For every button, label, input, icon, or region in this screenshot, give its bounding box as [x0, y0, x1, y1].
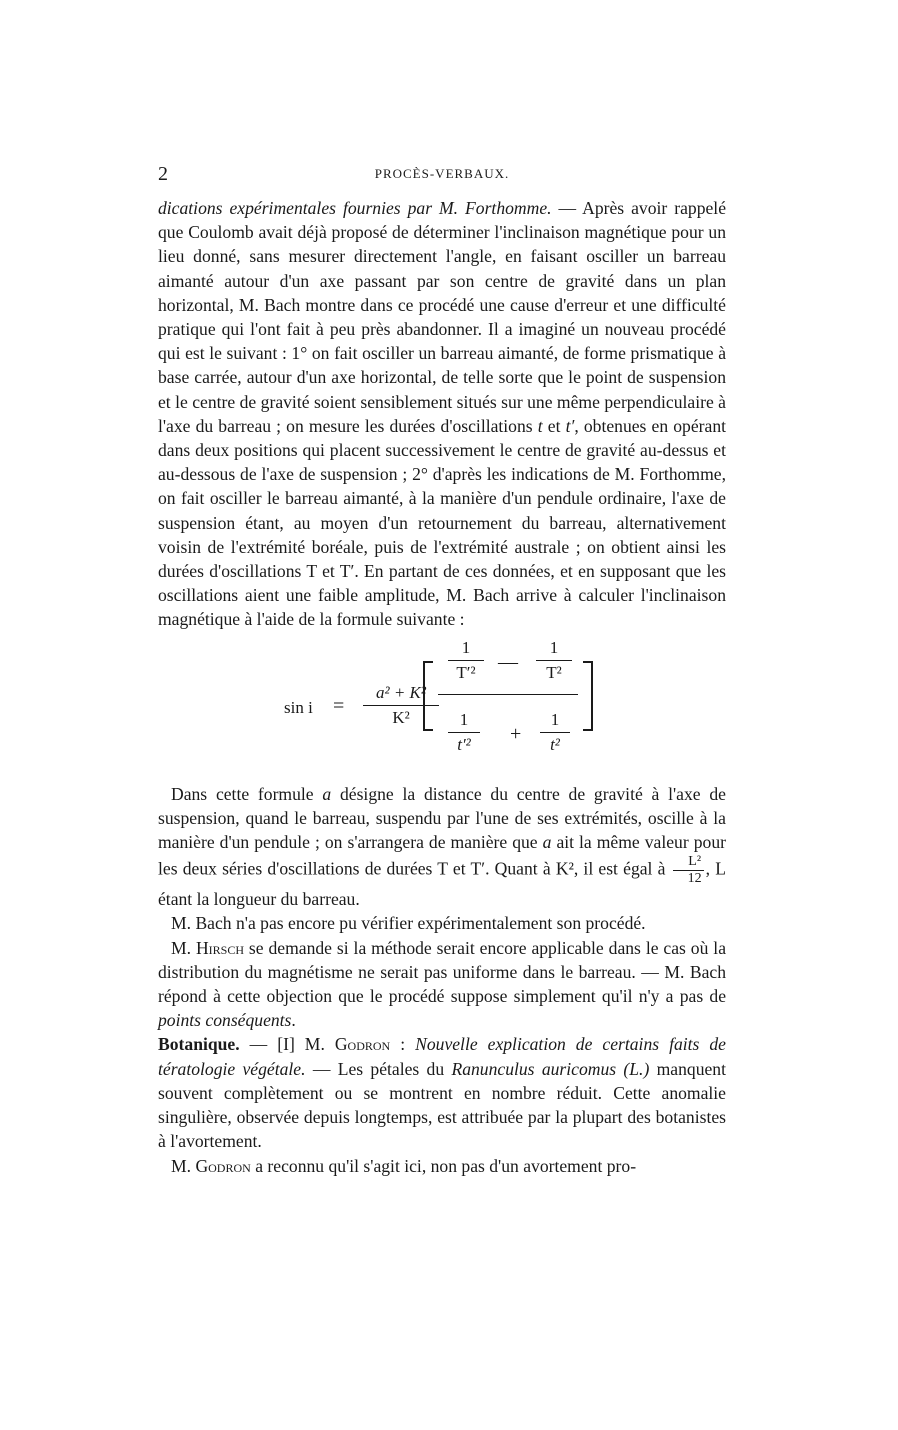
right-bracket	[583, 661, 593, 731]
page-header	[158, 163, 726, 187]
formula-equals: =	[333, 694, 345, 717]
fraction-1-over-T2: 1 T²	[536, 638, 572, 683]
fraction-1-over-Tprime2: 1 T′²	[448, 638, 484, 683]
fraction-1-over-t2: 1 t²	[540, 710, 570, 755]
plus-sign: +	[510, 722, 522, 745]
paragraph-botanique: Botanique. — [I] M. Godron : Nouvelle explication de certains faits de tératologie végétale. — Les pétales du Ranunculus auricomus (L.) manquent souvent complètement ou se montrent en nombre réduit. Cette anomalie singulière, observée depuis longtemps, est attribuée par la plupart des botanistes à l'avortement.	[158, 1034, 726, 1152]
coefficient-fraction: a² + K² K²	[363, 683, 439, 728]
section-heading-botanique: Botanique.	[158, 1034, 240, 1055]
paragraph-godron: M. Godron a reconnu qu'il s'agit ici, non pas d'un avortement pro-	[171, 1155, 637, 1176]
paragraph-bach-method: dications expérimentales fournies par M. Forthomme. — Après avoir rappelé que Coulomb avait déjà proposé de déterminer l'inclinaison magnétique pour un lieu donné, sans mesurer directement l'angle, en faisant osciller un barreau aimanté autour d'un axe passant par son centre de gravité dans un plan horizontal, M. Bach montre dans ce procédé une cause d'erreur et une difficulté pratique qui l'ont fait à peu près abandonner. Il a imaginé un nouveau procédé qui est le suivant : 1° on fait osciller un barreau aimanté, de forme prismatique à base carrée, autour d'un axe horizontal, de telle sorte que le point de suspension et le centre de gravité soient sensiblement situés sur une même perpendiculaire à l'axe du barreau ; on mesure les durées d'oscillations t et t′, obtenues en opérant dans deux positions qui placent successivement le centre de gravité au-dessus et au-dessous de l'axe de suspension ; 2° d'après les indications de M. Forthomme, on fait osciller le barreau aimanté, à la manière d'un pendule ordinaire, l'axe de suspension étant, au moyen d'un retournement du barreau, alternativement voisin de l'extrémité boréale, puis de l'extrémité australe ; on obtient ainsi les durées d'oscillations T et T′. En partant de ces données, et en supposant que les oscillations aient une faible amplitude, M. Bach arrive à calculer l'inclinaison magnétique à l'aide de la formule suivante :	[158, 198, 727, 630]
page-number: 2	[158, 163, 168, 185]
italic-lead: dications expérimentales fournies par M. Forthomme.	[158, 198, 552, 218]
formula-lhs: sin i	[284, 697, 313, 717]
paragraph-bach-not-verified: M. Bach n'a pas encore pu vérifier expérimentalement son procédé.	[171, 913, 646, 934]
fraction-1-over-tprime2: 1 t′²	[448, 710, 480, 755]
body-text	[158, 196, 726, 1178]
inline-fraction-L2-over-12: $\frac{\text{L²}}{12}$	[673, 854, 704, 887]
inclination-formula	[158, 638, 726, 778]
main-fraction-bar	[438, 694, 578, 695]
minus-sign: —	[498, 650, 518, 673]
paragraph-formula-explanation: Dans cette formule a désigne la distance du centre de gravité à l'axe de suspension, quand le barreau, suspendu par l'une de ses extrémités, oscille à la manière d'un pendule ; on s'arrangera de manière que a ait la même valeur pour les deux séries d'oscillations de durées T et T′. Quant à K², il est égal à $\frac{\text{L²}}{12}$ , L étant la longueur du barreau.	[158, 783, 726, 910]
left-bracket	[423, 661, 433, 731]
running-title: PROCÈS-VERBAUX.	[374, 166, 510, 181]
paragraph-hirsch-question: M. Hirsch se demande si la méthode serait encore applicable dans le cas où la distribution du magnétisme ne serait pas uniforme dans le barreau. — M. Bach répond à cette objection que le procédé suppose simplement qu'il n'y a pas de points conséquents.	[158, 937, 726, 1031]
